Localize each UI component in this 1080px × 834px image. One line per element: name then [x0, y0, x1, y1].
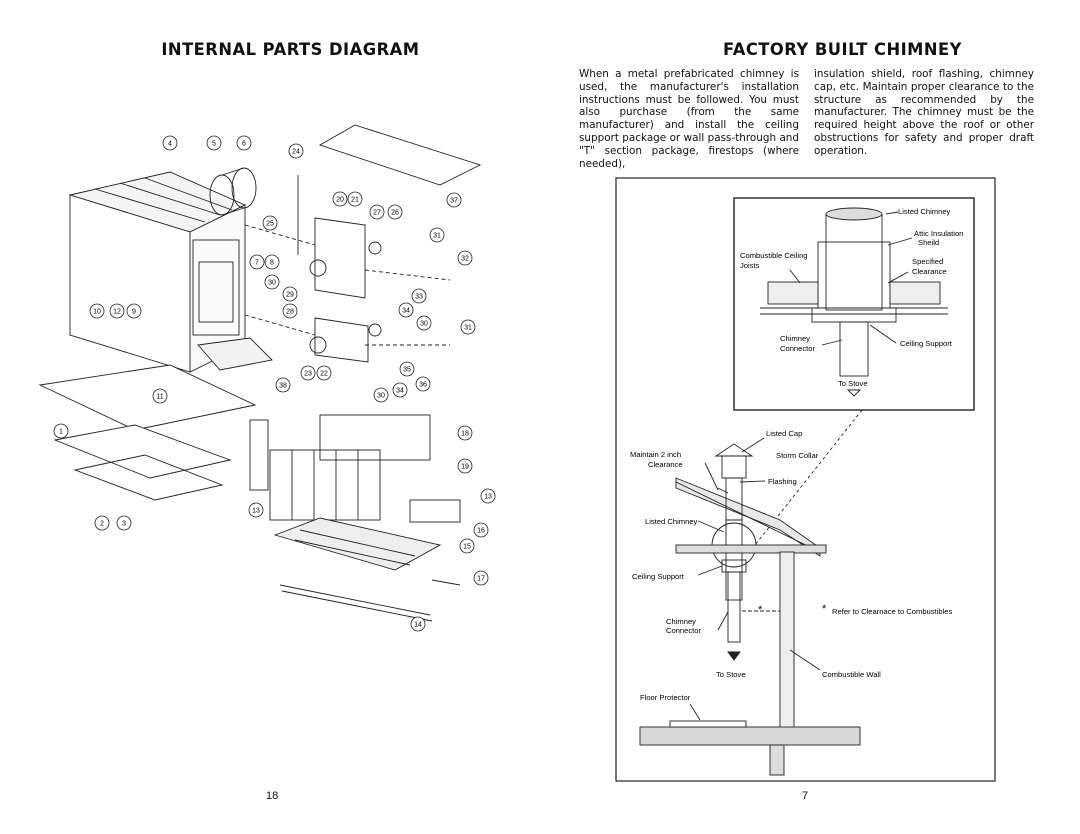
label-chimney-connector-1: Chimney: [666, 617, 696, 626]
label-attic-insulation-1: Attic Insulation: [914, 229, 964, 238]
right-page-title: FACTORY BUILT CHIMNEY: [722, 40, 962, 60]
label-ceiling-support: Ceiling Support: [632, 572, 684, 581]
svg-text:7: 7: [255, 259, 259, 267]
callout-30a: [265, 275, 279, 289]
firebrick-set: [270, 450, 380, 520]
callout-10: [90, 304, 104, 318]
left-page-number: 18: [266, 790, 279, 802]
svg-text:14: 14: [414, 621, 422, 629]
callout-2: [95, 516, 109, 530]
base-plate: [40, 365, 255, 430]
svg-text:13: 13: [252, 507, 260, 515]
callout-13b: [481, 489, 495, 503]
svg-text:21: 21: [351, 196, 359, 204]
callout-29: [283, 287, 297, 301]
callout-30b: [417, 316, 431, 330]
svg-text:27: 27: [373, 209, 381, 217]
svg-text:10: 10: [93, 308, 101, 316]
callout-25: [263, 216, 277, 230]
chimney-instructions-col2: insulation shield, roof flashing, chimney cap, etc. Maintain proper clearance to the structure as recommended by the manufacturer. The chimney must be the required height above the roof or other obstructions for safety and proper draft operation.: [814, 68, 1034, 157]
top-shroud: [320, 125, 480, 185]
chimney-instructions-col1: When a metal prefabricated chimney is used, the manufacturer's installation instructions must be followed. You must also purchase (from the same manufacturer) and install the ceiling support package or wall pass-through and "T" section package, firestops (where needed),: [579, 68, 799, 170]
svg-text:36: 36: [419, 381, 427, 389]
callout-37: [447, 193, 461, 207]
floor-protector: [670, 721, 746, 727]
right-page-number: 7: [802, 790, 809, 802]
svg-text:31: 31: [464, 324, 472, 332]
svg-text:19: 19: [461, 463, 469, 471]
svg-text:20: 20: [336, 196, 344, 204]
label-combustible-joists-1: Combustible Ceiling: [740, 251, 808, 260]
svg-text:22: 22: [320, 370, 328, 378]
lower-door: [315, 318, 368, 362]
callout-31a: [430, 228, 444, 242]
svg-text:17: 17: [477, 575, 485, 583]
callout-36: [416, 377, 430, 391]
callout-9: [127, 304, 141, 318]
svg-text:4: 4: [168, 140, 172, 148]
callout-21: [348, 192, 362, 206]
svg-text:32: 32: [461, 255, 469, 263]
label-to-stove-inset: To Stove: [838, 379, 868, 388]
svg-text:23: 23: [304, 370, 312, 378]
callout-12: [110, 304, 124, 318]
svg-text:37: 37: [450, 197, 458, 205]
callout-6: [237, 136, 251, 150]
callout-1: [54, 424, 68, 438]
label-floor-protector: Floor Protector: [640, 693, 691, 702]
svg-text:13: 13: [484, 493, 492, 501]
label-chimney-connector-inset-1: Chimney: [780, 334, 810, 343]
upper-door: [315, 218, 365, 298]
asterisk-note-mark: *: [822, 603, 827, 615]
callout-8: [265, 255, 279, 269]
floor: [640, 727, 860, 745]
svg-text:9: 9: [132, 308, 136, 316]
callout-27: [370, 205, 384, 219]
svg-text:38: 38: [279, 382, 287, 390]
svg-text:2: 2: [100, 520, 104, 528]
label-to-stove: To Stove: [716, 670, 746, 679]
callout-34b: [393, 383, 407, 397]
callout-14: [411, 617, 425, 631]
callout-22: [317, 366, 331, 380]
callout-17: [474, 571, 488, 585]
label-listed-chimney-inset: Listed Chimney: [898, 207, 951, 216]
callout-5: [207, 136, 221, 150]
label-refer-clearance: Refer to Clearnace to Combustibles: [832, 607, 953, 616]
label-maintain-clearance-2: Clearance: [648, 460, 683, 469]
svg-text:35: 35: [403, 366, 411, 374]
svg-text:1: 1: [59, 428, 63, 436]
callout-38: [276, 378, 290, 392]
callout-4: [163, 136, 177, 150]
label-attic-insulation-2: Sheild: [918, 238, 940, 247]
svg-text:29: 29: [286, 291, 294, 299]
label-specified-clearance-2: Clearance: [912, 267, 947, 276]
svg-text:28: 28: [286, 308, 294, 316]
callout-13: [249, 503, 263, 517]
label-flashing: Flashing: [768, 477, 797, 486]
callout-18: [458, 426, 472, 440]
svg-text:25: 25: [266, 220, 274, 228]
callout-30c: [374, 388, 388, 402]
callout-35: [400, 362, 414, 376]
callout-19: [458, 459, 472, 473]
callout-11: [153, 389, 167, 403]
callout-20: [333, 192, 347, 206]
callout-3: [117, 516, 131, 530]
callout-23: [301, 366, 315, 380]
svg-text:16: 16: [477, 527, 485, 535]
asterisk-mark: *: [758, 604, 763, 616]
svg-text:24: 24: [292, 148, 300, 156]
svg-text:12: 12: [113, 308, 121, 316]
label-specified-clearance-1: Specified: [912, 257, 944, 266]
label-storm-collar: Storm Collar: [776, 451, 819, 460]
svg-text:26: 26: [391, 209, 399, 217]
svg-text:30: 30: [420, 320, 428, 328]
svg-text:6: 6: [242, 140, 246, 148]
label-combustible-wall: Combustible Wall: [822, 670, 881, 679]
ash-lip-rail: [280, 585, 430, 615]
callout-31b: [461, 320, 475, 334]
svg-text:5: 5: [212, 140, 216, 148]
svg-text:8: 8: [270, 259, 274, 267]
svg-text:33: 33: [415, 293, 423, 301]
svg-text:18: 18: [461, 430, 469, 438]
callout-33: [412, 289, 426, 303]
label-chimney-connector-2: Connector: [666, 626, 702, 635]
callout-26: [388, 205, 402, 219]
grate: [275, 518, 440, 570]
callout-28: [283, 304, 297, 318]
callout-34a: [399, 303, 413, 317]
svg-text:15: 15: [463, 543, 471, 551]
callout-15: [460, 539, 474, 553]
callout-24: [289, 144, 303, 158]
callout-7: [250, 255, 264, 269]
label-chimney-connector-inset-2: Connector: [780, 344, 816, 353]
svg-text:3: 3: [122, 520, 126, 528]
svg-text:34: 34: [402, 307, 410, 315]
bottom-heat-shield: [55, 425, 230, 478]
label-listed-chimney: Listed Chimney: [645, 517, 698, 526]
svg-text:31: 31: [433, 232, 441, 240]
svg-text:34: 34: [396, 387, 404, 395]
callout-16: [474, 523, 488, 537]
chimney-installation-diagram: [540, 0, 1080, 834]
label-maintain-clearance-1: Maintain 2 inch: [630, 450, 682, 459]
svg-text:30: 30: [268, 279, 276, 287]
svg-text:30: 30: [377, 392, 385, 400]
callout-32: [458, 251, 472, 265]
label-listed-cap: Listed Cap: [766, 429, 803, 438]
svg-text:11: 11: [156, 393, 164, 401]
label-ceiling-support-inset: Ceiling Support: [900, 339, 952, 348]
left-page-title: INTERNAL PARTS DIAGRAM: [161, 40, 420, 60]
combustible-wall: [780, 552, 794, 732]
label-combustible-joists-2: Joists: [740, 261, 760, 270]
